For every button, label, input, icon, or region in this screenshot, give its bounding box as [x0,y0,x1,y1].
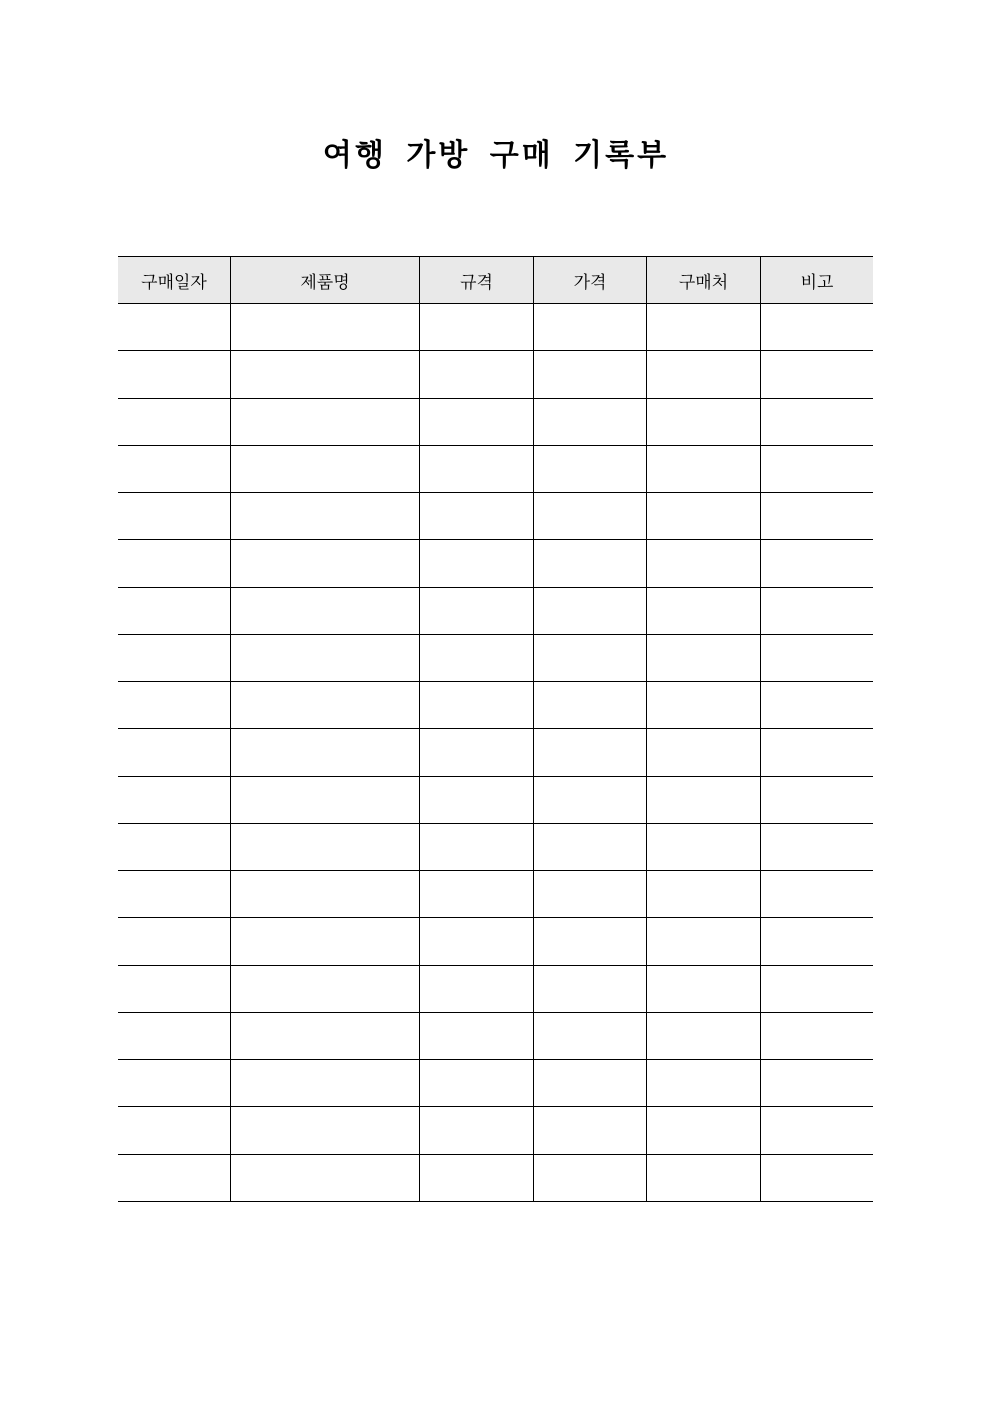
table-cell [647,918,761,964]
table-cell [231,493,420,539]
table-cell [420,918,534,964]
column-header-price: 가격 [534,257,647,303]
table-cell [231,1107,420,1153]
table-cell [534,635,647,681]
table-cell [231,446,420,492]
table-cell [420,824,534,870]
table-cell [534,304,647,350]
table-cell [118,918,231,964]
table-cell [761,1013,873,1059]
table-cell [761,635,873,681]
table-cell [534,446,647,492]
table-cell [420,966,534,1012]
table-row [118,1155,873,1202]
table-cell [118,871,231,917]
table-body [118,304,873,1202]
table-cell [420,729,534,775]
table-header-row [118,257,873,304]
table-row [118,446,873,493]
table-cell [420,1013,534,1059]
table-cell [231,1155,420,1201]
table-cell [420,304,534,350]
table-cell [761,351,873,397]
table-cell [420,351,534,397]
table-cell [231,824,420,870]
table-cell [534,351,647,397]
table-cell [534,871,647,917]
table-row [118,682,873,729]
document-title: 여행 가방 구매 기록부 [322,138,670,173]
table-cell [231,966,420,1012]
table-cell [118,966,231,1012]
table-cell [118,540,231,586]
column-header-product-name: 제품명 [231,257,420,303]
table-cell [761,682,873,728]
table-cell [647,635,761,681]
table-cell [534,1060,647,1106]
table-cell [231,1013,420,1059]
table-cell [118,635,231,681]
table-row [118,588,873,635]
table-cell [420,399,534,445]
table-cell [118,304,231,350]
table-cell [647,1013,761,1059]
table-cell [647,1155,761,1201]
table-cell [647,1107,761,1153]
table-cell [647,1060,761,1106]
table-cell [647,304,761,350]
table-cell [420,1155,534,1201]
table-cell [420,871,534,917]
table-cell [118,729,231,775]
table-cell [420,682,534,728]
column-header-specification: 규격 [420,257,534,303]
table-cell [761,493,873,539]
table-cell [534,824,647,870]
table-cell [534,399,647,445]
table-cell [118,399,231,445]
table-cell [761,446,873,492]
table-cell [534,588,647,634]
table-row [118,304,873,351]
table-cell [761,966,873,1012]
table-cell [420,446,534,492]
table-cell [118,1013,231,1059]
table-row [118,777,873,824]
table-row [118,871,873,918]
table-row [118,493,873,540]
table-row [118,635,873,682]
table-row [118,729,873,776]
table-cell [647,493,761,539]
table-cell [231,777,420,823]
table-cell [420,635,534,681]
table-cell [118,588,231,634]
table-row [118,1013,873,1060]
table-row [118,351,873,398]
table-cell [761,1060,873,1106]
table-cell [761,588,873,634]
table-row [118,824,873,871]
table-cell [420,493,534,539]
column-header-remarks: 비고 [800,272,834,293]
table-cell [647,351,761,397]
table-cell [647,729,761,775]
table-cell [647,540,761,586]
table-cell [534,682,647,728]
table-cell [118,1107,231,1153]
table-cell [118,351,231,397]
table-cell [231,351,420,397]
table-cell [118,682,231,728]
table-cell [231,540,420,586]
table-cell [647,871,761,917]
table-cell [231,729,420,775]
table-cell [118,493,231,539]
table-row [118,399,873,446]
table-row [118,540,873,587]
table-cell [231,682,420,728]
table-cell [761,777,873,823]
table-cell [118,824,231,870]
table-cell [534,918,647,964]
table-cell [420,1107,534,1153]
table-cell [231,399,420,445]
table-cell [761,1155,873,1201]
column-header-purchase-date: 구매일자 [118,257,231,303]
table-row [118,918,873,965]
table-cell [231,918,420,964]
table-row [118,966,873,1013]
table-cell [647,777,761,823]
table-cell [761,729,873,775]
table-cell [118,446,231,492]
table-cell [534,966,647,1012]
table-cell [761,871,873,917]
table-cell [534,540,647,586]
table-cell [761,918,873,964]
table-cell [534,1013,647,1059]
table-cell [118,1155,231,1201]
table-cell [761,399,873,445]
table-cell [534,777,647,823]
column-header-vendor: 구매처 [647,257,761,303]
table-cell [420,540,534,586]
table-cell [231,588,420,634]
table-cell [420,777,534,823]
table-cell [118,1060,231,1106]
table-cell [647,399,761,445]
table-cell [231,871,420,917]
table-cell [647,588,761,634]
table-row [118,1107,873,1154]
table-cell [420,588,534,634]
table-cell [761,540,873,586]
purchase-record-table [118,256,873,1202]
table-cell [761,1107,873,1153]
table-cell [118,777,231,823]
table-cell [647,824,761,870]
table-row [118,1060,873,1107]
table-cell [534,1107,647,1153]
table-cell [231,635,420,681]
table-cell [534,1155,647,1201]
table-cell [534,729,647,775]
table-cell [647,446,761,492]
table-cell [647,966,761,1012]
table-cell [420,1060,534,1106]
table-cell [231,1060,420,1106]
table-cell [761,304,873,350]
table-cell [647,682,761,728]
table-cell [231,304,420,350]
table-cell [534,493,647,539]
table-cell [761,824,873,870]
